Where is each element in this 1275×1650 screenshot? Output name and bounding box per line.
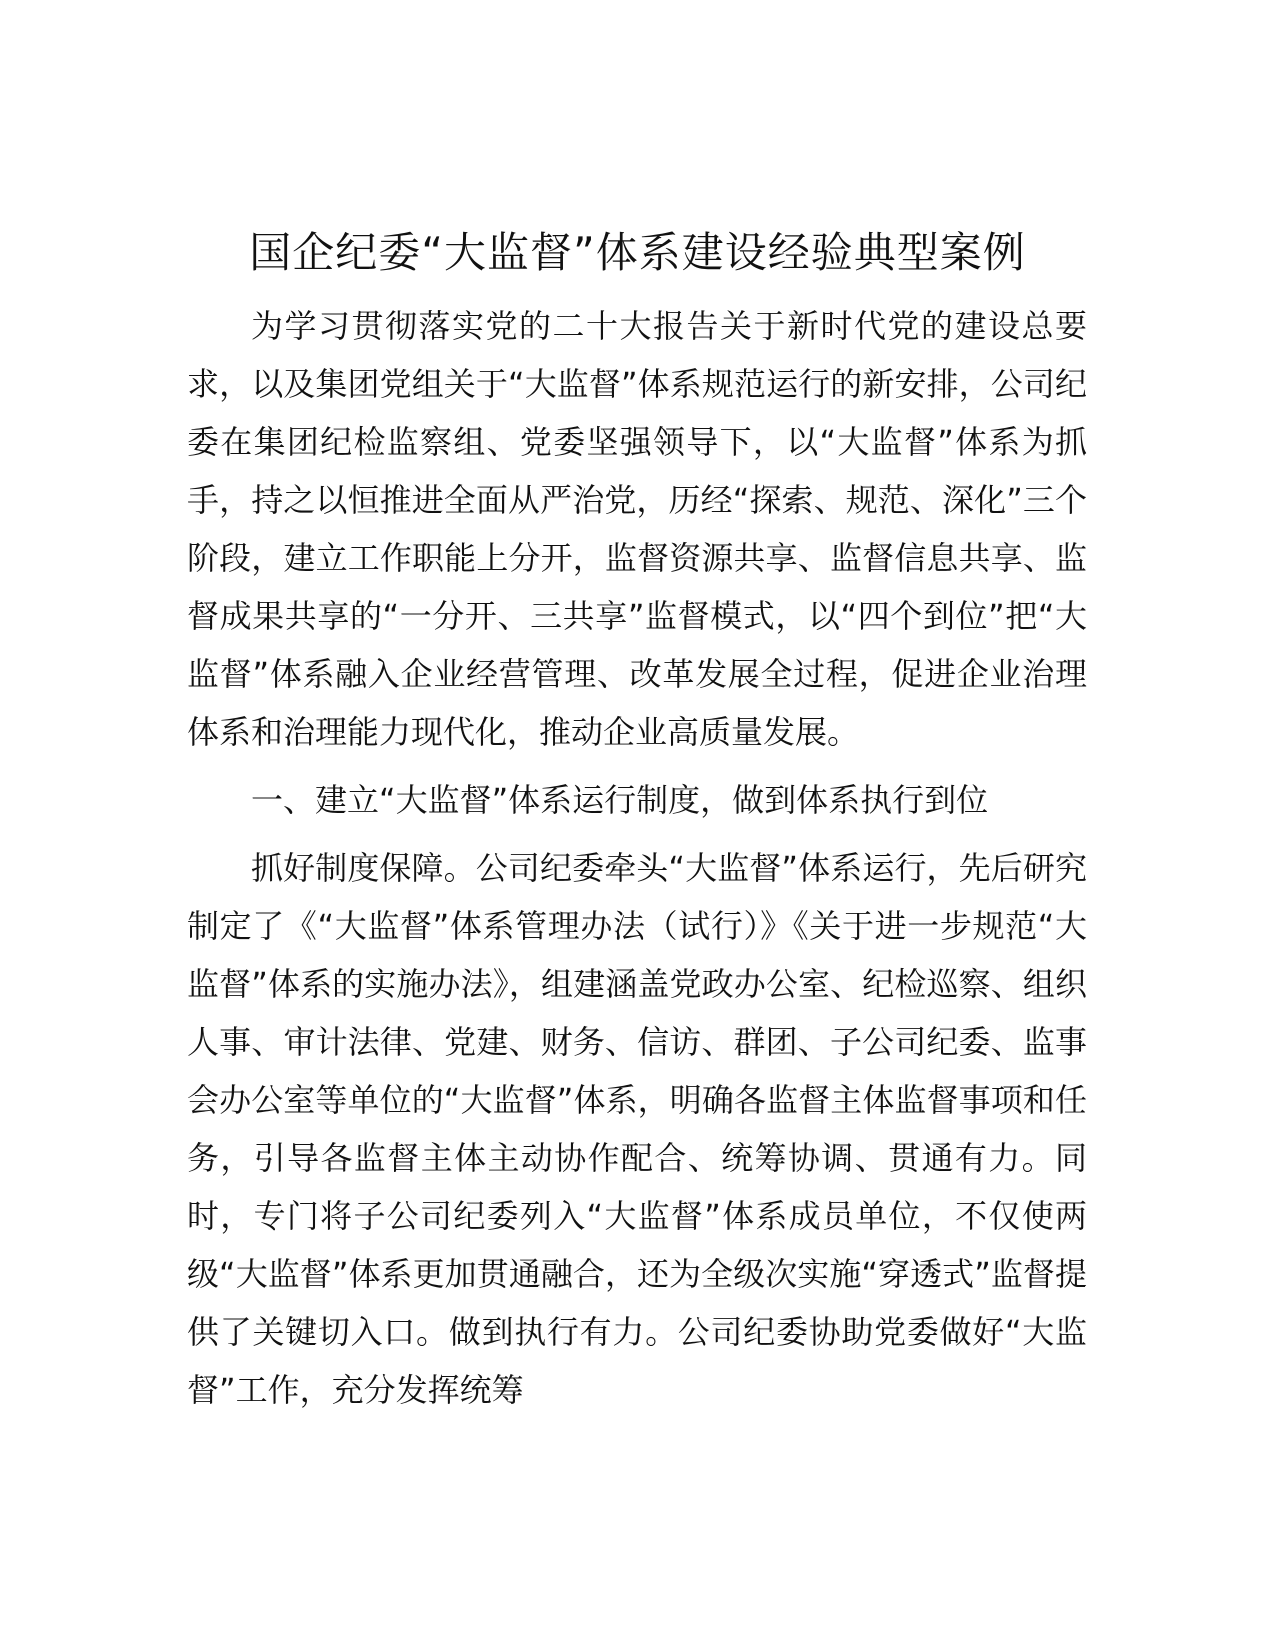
intro-paragraph: 为学习贯彻落实党的二十大报告关于新时代党的建设总要求，以及集团党组关于“大监督”体系规范运行的新安排，公司纪委在集团纪检监察组、党委坚强领导下，以“大监督”体系为抓手，持之以恒推进全面从严治党，历经“探索、规范、深化”三个阶段，建立工作职能上分开，监督资源共享、监督信息共享、监督成果共享的“一分开、三共享”监督模式，以“四个到位”把“大监督”体系融入企业经营管理、改革发展全过程，促进企业治理体系和治理能力现代化，推动企业高质量发展。 [187,307,1087,751]
paragraph-spacer [187,761,1087,771]
document-title: 国企纪委“大监督”体系建设经验典型案例 [249,228,1026,277]
document-body [187,297,1087,1419]
section-paragraph: 抓好制度保障。公司纪委牵头“大监督”体系运行，先后研究制定了《“大监督”体系管理办法（试行）》《关于进一步规范“大监督”体系的实施办法》，组建涵盖党政办公室、纪检巡察、组织人事、审计法律、党建、财务、信访、群团、子公司纪委、监事会办公室等单位的“大监督”体系，明确各监督主体监督事项和任务，引导各监督主体主动协作配合、统筹协调、贯通有力。同时，专门将子公司纪委列入“大监督”体系成员单位，不仅使两级“大监督”体系更加贯通融合，还为全级次实施“穿透式”监督提供了关键切入口。做到执行有力。公司纪委协助党委做好“大监督”工作，充分发挥统筹 [187,849,1087,1409]
section-heading: 一、建立“大监督”体系运行制度，做到体系执行到位 [251,781,989,819]
paragraph-spacer [187,829,1087,839]
